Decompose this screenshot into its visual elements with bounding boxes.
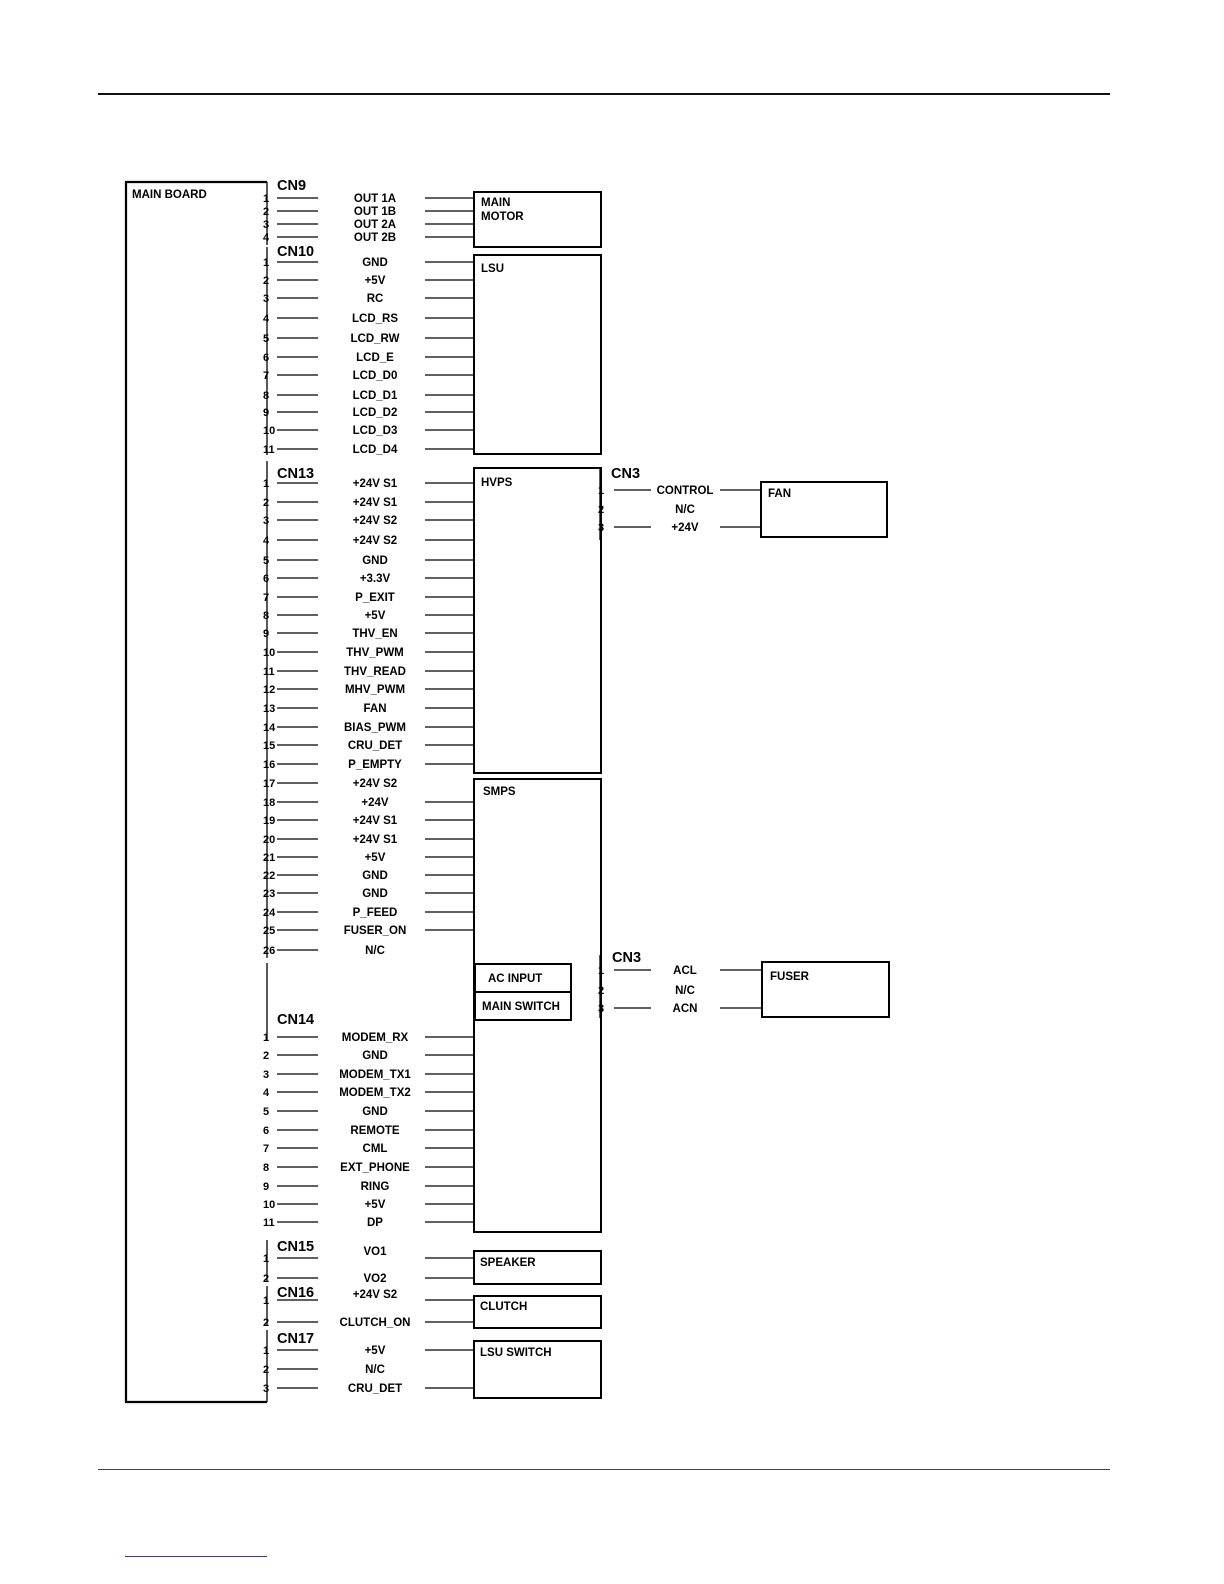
cn10-pin-number: 2: [263, 275, 270, 287]
hvps-cn3-signal-label: N/C: [675, 504, 695, 516]
smps-cn3-pin-number: 3: [598, 1003, 605, 1015]
cn13-pin-number: 1: [263, 478, 270, 490]
cn13-signal-label: +24V S1: [352, 497, 398, 509]
cn15-pin-number: 1: [263, 1253, 270, 1265]
cn14-signal-label: +5V: [364, 1199, 386, 1211]
cn10-signal-label: LCD_D2: [352, 407, 398, 419]
cn14-signal-label: EXT_PHONE: [340, 1162, 410, 1174]
cn16-pin-number: 2: [263, 1317, 270, 1329]
cn17-signal-label: N/C: [365, 1364, 385, 1376]
hvps-cn3-pin-number: 3: [598, 522, 605, 534]
cn13-pin-number: 18: [263, 797, 276, 809]
cn13-signal-label: THV_PWM: [346, 647, 404, 659]
cn13-pin-number: 9: [263, 628, 270, 640]
lsu-switch-label: LSU SWITCH: [480, 1347, 552, 1359]
cn14-pin-number: 2: [263, 1050, 270, 1062]
speaker-label: SPEAKER: [480, 1257, 536, 1269]
cn15-signal-label: VO2: [363, 1273, 387, 1285]
cn10-pin-number: 1: [263, 257, 270, 269]
cn14-pin-number: 10: [263, 1199, 276, 1211]
cn14-pin-number: 11: [263, 1217, 275, 1229]
smps-cn3-pin-number: 2: [598, 985, 605, 997]
cn10-pin-number: 9: [263, 407, 270, 419]
cn16-label: CN16: [277, 1285, 315, 1301]
fuser-label: FUSER: [770, 971, 809, 983]
cn9-signal-label: OUT 1A: [353, 193, 397, 205]
cn13-pin-number: 24: [263, 907, 276, 919]
hvps-cn3-signal-label: +24V: [671, 522, 699, 534]
cn14-pin-number: 8: [263, 1162, 270, 1174]
cn13-signal-label: +24V S2: [352, 515, 398, 527]
cn10-signal-label: LCD_D0: [352, 370, 398, 382]
cn13-pin-number: 17: [263, 778, 276, 790]
cn14-pin-number: 5: [263, 1106, 270, 1118]
cn9-pin-number: 1: [263, 193, 270, 205]
cn17-signal-label: CRU_DET: [347, 1383, 403, 1395]
cn10-signal-label: LCD_RW: [350, 333, 400, 345]
cn9-signal-label: OUT 1B: [353, 206, 397, 218]
cn13-pin-number: 11: [263, 666, 275, 678]
cn14-signal-label: MODEM_TX1: [339, 1069, 411, 1081]
hvps-cn3-pin-number: 1: [598, 485, 605, 497]
cn14-label: CN14: [277, 1012, 315, 1028]
cn14-signal-label: CML: [362, 1143, 388, 1155]
cn13-pin-number: 26: [263, 945, 276, 957]
cn10-signal-label: LCD_D1: [352, 390, 398, 402]
cn13-pin-number: 16: [263, 759, 276, 771]
hvps-cn3-label: CN3: [611, 466, 641, 482]
cn13-pin-number: 12: [263, 684, 276, 696]
cn13-signal-label: THV_READ: [344, 666, 406, 678]
cn9-pin-number: 2: [263, 206, 270, 218]
cn17-signal-label: +5V: [364, 1345, 386, 1357]
cn9-signal-label: OUT 2B: [353, 232, 397, 244]
cn10-signal-label: GND: [362, 257, 388, 269]
cn10-pin-number: 11: [263, 444, 275, 456]
cn14-pin-number: 1: [263, 1032, 270, 1044]
cn16-signal-label: CLUTCH_ON: [339, 1317, 411, 1329]
cn14-signal-label: GND: [362, 1106, 388, 1118]
cn13-signal-label: N/C: [365, 945, 385, 957]
cn9-label: CN9: [277, 178, 307, 194]
cn14-signal-label: GND: [362, 1050, 388, 1062]
cn13-pin-number: 21: [263, 852, 276, 864]
cn10-signal-label: LCD_E: [356, 352, 394, 364]
cn15-signal-label: VO1: [363, 1246, 387, 1258]
smps-label: SMPS: [483, 786, 516, 798]
cn13-signal-label: P_FEED: [352, 907, 398, 919]
cn16-pin-number: 1: [263, 1295, 270, 1307]
main-motor-label: MAIN: [481, 197, 511, 209]
cn13-signal-label: +24V S1: [352, 478, 398, 490]
smps-cn3-signal-label: ACN: [672, 1003, 698, 1015]
cn13-pin-number: 4: [263, 535, 270, 547]
cn10-pin-number: 10: [263, 425, 276, 437]
main-switch-label: MAIN SWITCH: [482, 1001, 560, 1013]
cn13-signal-label: P_EMPTY: [348, 759, 402, 771]
cn14-signal-label: MODEM_RX: [341, 1032, 409, 1044]
cn14-pin-number: 6: [263, 1125, 270, 1137]
cn16-signal-label: +24V S2: [352, 1289, 398, 1301]
cn17-pin-number: 1: [263, 1345, 270, 1357]
cn10-signal-label: LCD_RS: [351, 313, 399, 325]
hvps-cn3-pin-number: 2: [598, 504, 605, 516]
cn13-signal-label: GND: [362, 888, 388, 900]
cn13-signal-label: +24V S1: [352, 834, 398, 846]
cn10-signal-label: +5V: [364, 275, 386, 287]
cn13-pin-number: 10: [263, 647, 276, 659]
cn13-signal-label: GND: [362, 870, 388, 882]
cn15-label: CN15: [277, 1239, 315, 1255]
cn13-signal-label: BIAS_PWM: [344, 722, 406, 734]
smps-cn3-signal-label: ACL: [673, 965, 697, 977]
cn13-signal-label: +24V S2: [352, 535, 398, 547]
cn17-pin-number: 2: [263, 1364, 270, 1376]
cn13-pin-number: 2: [263, 497, 270, 509]
smps-cn3-label: CN3: [612, 950, 642, 966]
cn14-signal-label: RING: [360, 1181, 390, 1193]
cn10-label: CN10: [277, 244, 315, 260]
cn13-pin-number: 15: [263, 740, 276, 752]
cn13-signal-label: CRU_DET: [347, 740, 403, 752]
smps-cn3-signal-label: N/C: [675, 985, 695, 997]
cn10-pin-number: 5: [263, 333, 270, 345]
cn13-pin-number: 14: [263, 722, 276, 734]
cn10-pin-number: 7: [263, 370, 270, 382]
cn13-pin-number: 19: [263, 815, 276, 827]
main-board-label: MAIN BOARD: [132, 189, 207, 201]
fan-label: FAN: [768, 488, 791, 500]
cn17-pin-number: 3: [263, 1383, 270, 1395]
clutch-label: CLUTCH: [480, 1301, 528, 1313]
cn13-signal-label: THV_EN: [352, 628, 398, 640]
cn13-signal-label: GND: [362, 555, 388, 567]
hvps-box: [474, 468, 601, 773]
ac-input-label: AC INPUT: [488, 973, 543, 985]
cn15-pin-number: 2: [263, 1273, 270, 1285]
hvps-cn3-signal-label: CONTROL: [656, 485, 714, 497]
cn13-pin-number: 7: [263, 592, 270, 604]
smps-cn3-pin-number: 1: [598, 965, 605, 977]
cn13-label: CN13: [277, 466, 315, 482]
cn14-signal-label: DP: [367, 1217, 383, 1229]
cn10-pin-number: 3: [263, 293, 270, 305]
cn13-signal-label: P_EXIT: [355, 592, 395, 604]
cn13-pin-number: 25: [263, 925, 276, 937]
cn9-pin-number: 4: [263, 232, 270, 244]
cn17-label: CN17: [277, 1331, 315, 1347]
cn14-pin-number: 3: [263, 1069, 270, 1081]
cn14-pin-number: 4: [263, 1087, 270, 1099]
cn10-pin-number: 8: [263, 390, 270, 402]
lsu-box: [474, 255, 601, 454]
cn13-pin-number: 22: [263, 870, 276, 882]
cn13-signal-label: +3.3V: [359, 573, 391, 585]
cn13-signal-label: FUSER_ON: [343, 925, 407, 937]
cn13-pin-number: 6: [263, 573, 270, 585]
cn13-signal-label: +5V: [364, 610, 386, 622]
cn14-signal-label: REMOTE: [350, 1125, 400, 1137]
cn14-signal-label: MODEM_TX2: [339, 1087, 411, 1099]
lsu-label: LSU: [481, 263, 504, 275]
cn13-pin-number: 8: [263, 610, 270, 622]
cn10-pin-number: 6: [263, 352, 270, 364]
cn13-signal-label: MHV_PWM: [344, 684, 406, 696]
cn13-pin-number: 20: [263, 834, 276, 846]
cn10-pin-number: 4: [263, 313, 270, 325]
main-motor-label: MOTOR: [481, 211, 524, 223]
cn14-pin-number: 9: [263, 1181, 270, 1193]
cn9-signal-label: OUT 2A: [353, 219, 397, 231]
cn13-pin-number: 13: [263, 703, 276, 715]
cn13-pin-number: 5: [263, 555, 270, 567]
cn13-signal-label: +24V S1: [352, 815, 398, 827]
cn10-signal-label: RC: [366, 293, 384, 305]
cn13-pin-number: 23: [263, 888, 276, 900]
cn9-pin-number: 3: [263, 219, 270, 231]
hvps-label: HVPS: [481, 477, 513, 489]
cn13-pin-number: 3: [263, 515, 270, 527]
cn13-signal-label: +24V: [361, 797, 389, 809]
cn14-pin-number: 7: [263, 1143, 270, 1155]
cn13-signal-label: FAN: [363, 703, 387, 715]
cn10-signal-label: LCD_D4: [352, 444, 398, 456]
cn13-signal-label: +5V: [364, 852, 386, 864]
cn10-signal-label: LCD_D3: [352, 425, 398, 437]
cn13-signal-label: +24V S2: [352, 778, 398, 790]
